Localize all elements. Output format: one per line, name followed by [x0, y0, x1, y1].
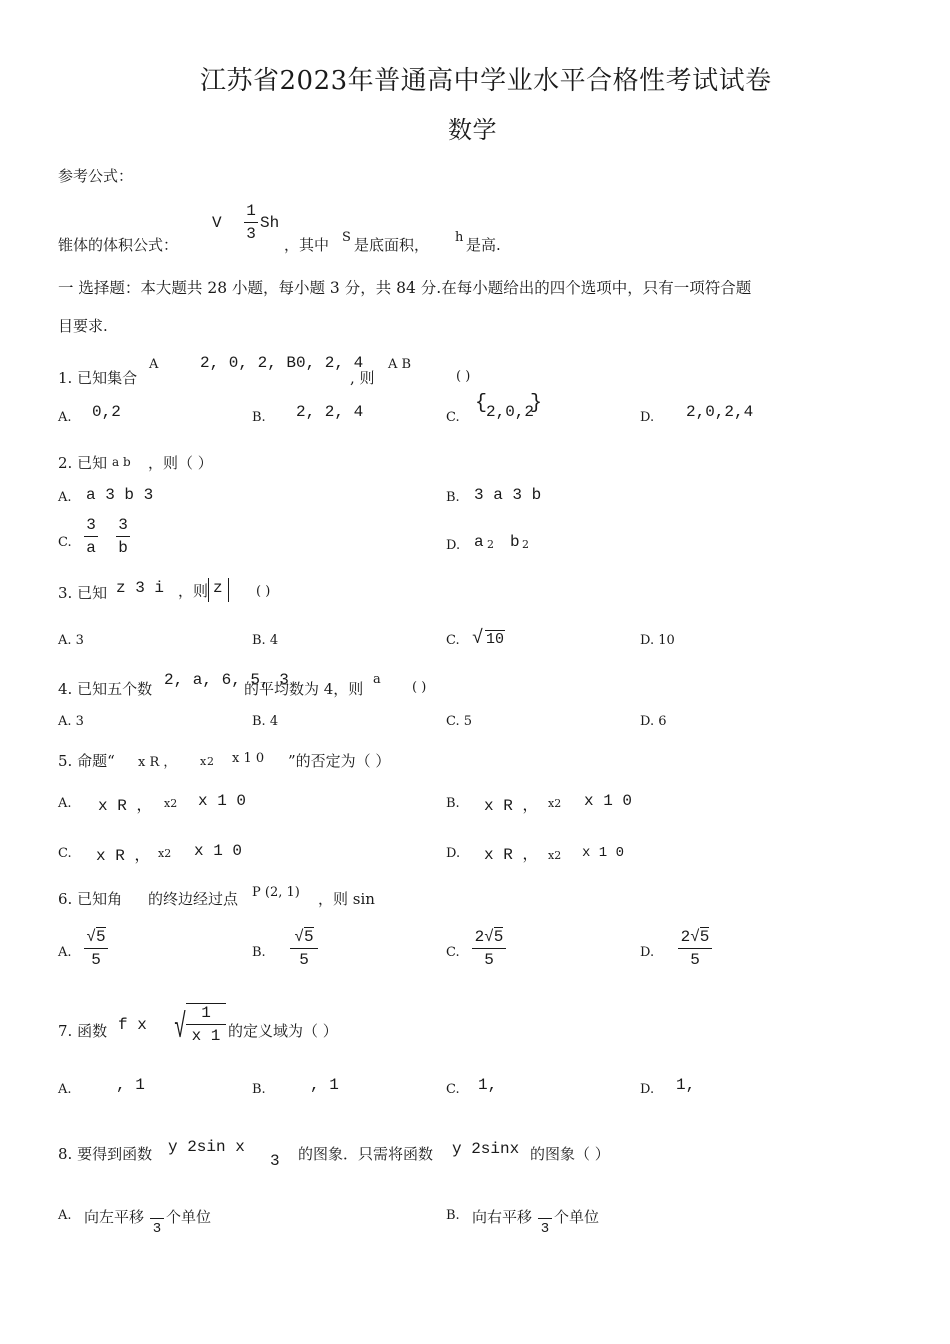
q7-option-d-label: D.	[640, 1082, 655, 1097]
q8-y1: y 2sin x	[168, 1138, 245, 1156]
formula-sh: Sh	[260, 214, 280, 232]
q6-option-a-label: A.	[58, 945, 72, 960]
q5-option-d-sup: 2	[554, 849, 562, 862]
q6-option-d-radical: √	[690, 928, 700, 946]
q2-option-d-a-sup: 2	[487, 538, 494, 551]
q5-option-c-1: x R ，	[96, 847, 151, 865]
q6-option-a-root: 5	[96, 928, 106, 946]
q3-paren: ( )	[256, 584, 271, 599]
q6-option-d-label: D.	[640, 945, 655, 960]
q6-option-b-radical: √	[294, 928, 304, 946]
formula-tail-3: 是高.	[466, 236, 501, 254]
q8-option-b-1: 向右平移	[472, 1208, 533, 1226]
q2-option-c-frac1	[84, 516, 98, 557]
q1-option-c-brace-close: }	[530, 392, 543, 415]
q2-option-d-b-sup: 2	[522, 538, 529, 551]
q5-option-b-sup: 2	[554, 797, 562, 810]
q1-option-c-brace-open: {	[475, 392, 488, 415]
q3-abs-right	[228, 578, 229, 602]
q8-y2: y 2sinx	[452, 1140, 520, 1158]
formula-fraction	[244, 202, 258, 243]
q5-option-c-label: C.	[58, 846, 72, 861]
q5-option-d-x2: x2	[548, 849, 562, 862]
q1-set-a: 2, 0, 2, B	[200, 354, 297, 372]
q7-num: 1	[201, 1004, 211, 1022]
q7-option-a: , 1	[116, 1076, 145, 1094]
q3-option-d: D. 10	[640, 633, 675, 648]
formula-tail-2: 是底面积，	[354, 236, 430, 254]
q1-then: , 则	[350, 369, 375, 387]
q2-option-a-label: A.	[58, 490, 72, 505]
formula-fraction-num: 1	[246, 202, 256, 220]
q5-stem: 5. 命题“	[58, 752, 115, 770]
q5-option-b-2: x 1 0	[584, 792, 633, 810]
q7-option-b-label: B.	[252, 1082, 266, 1097]
q2-option-c-frac2	[116, 516, 130, 557]
q6-mid: 的终边经过点	[148, 890, 239, 908]
formula-fraction-den: 3	[246, 225, 256, 243]
formula-s: S	[342, 230, 351, 245]
q3-option-c-value: 10	[486, 631, 505, 648]
q7-fraction	[186, 1004, 226, 1045]
formula-label: 锥体的体积公式：	[58, 236, 179, 254]
q3-option-c-label: C.	[446, 633, 460, 648]
q4-mid: 的平均数为 4，则	[244, 680, 364, 698]
q6-option-a-radical: √	[86, 928, 96, 946]
q5-option-c-x2: x2	[158, 847, 172, 860]
q6-option-b-den: 5	[299, 951, 309, 969]
q8-stem: 8. 要得到函数	[58, 1145, 153, 1163]
q4-stem: 4. 已知五个数	[58, 680, 153, 698]
q6-option-c-frac	[472, 928, 506, 969]
q8-option-a-den: 3	[152, 1221, 162, 1237]
q6-option-c-radical: √	[484, 928, 494, 946]
q1-option-a-label: A.	[58, 410, 72, 425]
q5-option-c-sup: 2	[164, 847, 172, 860]
q5-expr: x 1 0	[232, 751, 265, 766]
q5-x2: x	[200, 755, 207, 768]
q2-option-b: 3 a 3 b	[474, 486, 542, 504]
q1-option-d: 2,0,2,4	[686, 403, 754, 421]
q7-option-a-label: A.	[58, 1082, 72, 1097]
q5-option-b-1: x R ，	[484, 797, 539, 815]
q7-stem: 7. 函数	[58, 1022, 108, 1040]
q1-option-b: 2, 2, 4	[296, 403, 364, 421]
q6-option-b-label: B.	[252, 945, 266, 960]
q2-tail: ，则（ ）	[148, 454, 213, 472]
q2-option-a: a 3 b 3	[86, 486, 154, 504]
q4-option-a: A. 3	[58, 714, 84, 729]
q8-option-b-2: 个单位	[554, 1208, 600, 1226]
q5-option-c-2: x 1 0	[194, 842, 243, 860]
q2-option-c-den2: b	[118, 539, 128, 557]
formula-v: V	[212, 214, 222, 232]
q1-option-c-label: C.	[446, 410, 460, 425]
q2-cond: a b	[112, 455, 131, 469]
q8-option-b-den: 3	[540, 1221, 550, 1237]
q7-option-d: 1,	[676, 1076, 696, 1094]
q8-den3: 3	[270, 1152, 280, 1170]
q2-option-d-b: b	[510, 533, 520, 551]
q3-option-a: A. 3	[58, 633, 84, 648]
q7-radical: √	[174, 1010, 187, 1048]
q5-body: x R ，	[138, 755, 177, 770]
q5-tail: ”的否定为（ ）	[288, 752, 391, 770]
q5-option-b-x2: x2	[548, 797, 562, 810]
q1-a: A	[149, 357, 159, 372]
q6-option-a-den: 5	[91, 951, 101, 969]
q7-option-b: , 1	[310, 1076, 339, 1094]
q6-option-c-label: C.	[446, 945, 460, 960]
q3-z: z 3 i	[116, 579, 165, 597]
q1-stem: 1. 已知集合	[58, 369, 138, 387]
q5-option-a-2: x 1 0	[198, 792, 247, 810]
q6-option-c-coef: 2	[474, 928, 485, 946]
q6-option-d-frac	[678, 928, 712, 969]
section-instructions-line1: 一 选择题：本大题共 28 小题，每小题 3 分，共 84 分.在每小题给出的四个选项中，只有一项符合题	[58, 279, 752, 297]
q2-stem: 2. 已知	[58, 454, 108, 472]
q1-paren: ( )	[456, 369, 471, 384]
q6-option-d-root: 5	[699, 928, 710, 946]
q5-option-a-1: x R ，	[98, 797, 153, 815]
q4-paren: ( )	[412, 680, 427, 695]
q3-abs-left	[208, 578, 209, 602]
q8-option-a-label: A.	[58, 1208, 72, 1223]
exam-subject: 数学	[448, 116, 497, 144]
q3-abs-z: z	[213, 579, 223, 597]
q8-option-a-2: 个单位	[166, 1208, 212, 1226]
q6-point: P (2, 1)	[252, 885, 300, 900]
q1-ab: A B	[388, 357, 412, 372]
q6-option-c-root: 5	[493, 928, 504, 946]
exam-title: 江苏省2023年普通高中学业水平合格性考试试卷	[200, 66, 772, 96]
q4-option-c: C. 5	[446, 714, 473, 729]
q2-option-d-label: D.	[446, 538, 461, 553]
q6-stem: 6. 已知角	[58, 890, 123, 908]
q1-option-a: 0,2	[92, 403, 121, 421]
q2-option-c-num1: 3	[86, 516, 96, 534]
q8-option-a-frac	[150, 1206, 164, 1237]
q6-option-c-den: 5	[484, 951, 494, 969]
q8-option-b-frac	[538, 1206, 552, 1237]
q8-option-a-1: 向左平移	[84, 1208, 145, 1226]
formula-tail-1: ，其中	[284, 236, 330, 254]
q3-stem: 3. 已知	[58, 584, 108, 602]
q2-option-d-a: a	[474, 533, 484, 551]
q1-option-b-label: B.	[252, 410, 266, 425]
formula-h: h	[455, 230, 464, 245]
formula-heading: 参考公式：	[58, 167, 134, 185]
q6-option-d-den: 5	[690, 951, 700, 969]
q3-option-c-radical: √	[472, 627, 484, 649]
q1-option-c: 2,0,2	[486, 403, 535, 421]
q7-den: x 1	[191, 1027, 221, 1045]
q5-option-a-x2: x2	[164, 797, 178, 810]
section-instructions-line2: 目要求.	[58, 317, 108, 335]
q1-set-b: 0, 2, 4	[296, 354, 364, 372]
q5-option-a-label: A.	[58, 796, 72, 811]
q4-option-d: D. 6	[640, 714, 667, 729]
q7-fx: f x	[118, 1016, 147, 1034]
q4-option-b: B. 4	[252, 714, 279, 729]
q5-option-d-label: D.	[446, 846, 461, 861]
q4-nums: 2, a, 6, 5, 3	[164, 671, 289, 689]
q2-option-b-label: B.	[446, 490, 460, 505]
q3-then: ，则	[178, 582, 209, 600]
q5-x2-sup: 2	[207, 755, 214, 768]
q2-option-c-num2: 3	[118, 516, 128, 534]
q6-tail: ，则 sin	[318, 890, 375, 908]
q7-tail: 的定义域为（ ）	[228, 1022, 338, 1040]
q6-option-b-frac	[290, 928, 318, 969]
q4-a: a	[373, 672, 381, 687]
q8-mid: 的图象．只需将函数	[298, 1145, 434, 1163]
q5-option-d-1: x R ，	[484, 846, 539, 864]
q8-option-b-label: B.	[446, 1208, 460, 1223]
q5-option-d-2: x 1 0	[582, 845, 625, 861]
q7-option-c: 1,	[478, 1076, 498, 1094]
q5-option-b-label: B.	[446, 796, 460, 811]
q1-option-d-label: D.	[640, 410, 655, 425]
q6-option-d-coef: 2	[680, 928, 691, 946]
q5-option-a-sup: 2	[170, 797, 178, 810]
q8-tail: 的图象（ ）	[530, 1145, 610, 1163]
q6-option-b-root: 5	[304, 928, 314, 946]
q7-option-c-label: C.	[446, 1082, 460, 1097]
q6-option-a-frac	[84, 928, 108, 969]
q2-option-c-den1: a	[86, 539, 96, 557]
q3-option-b: B. 4	[252, 633, 279, 648]
q2-option-c-label: C.	[58, 535, 72, 550]
